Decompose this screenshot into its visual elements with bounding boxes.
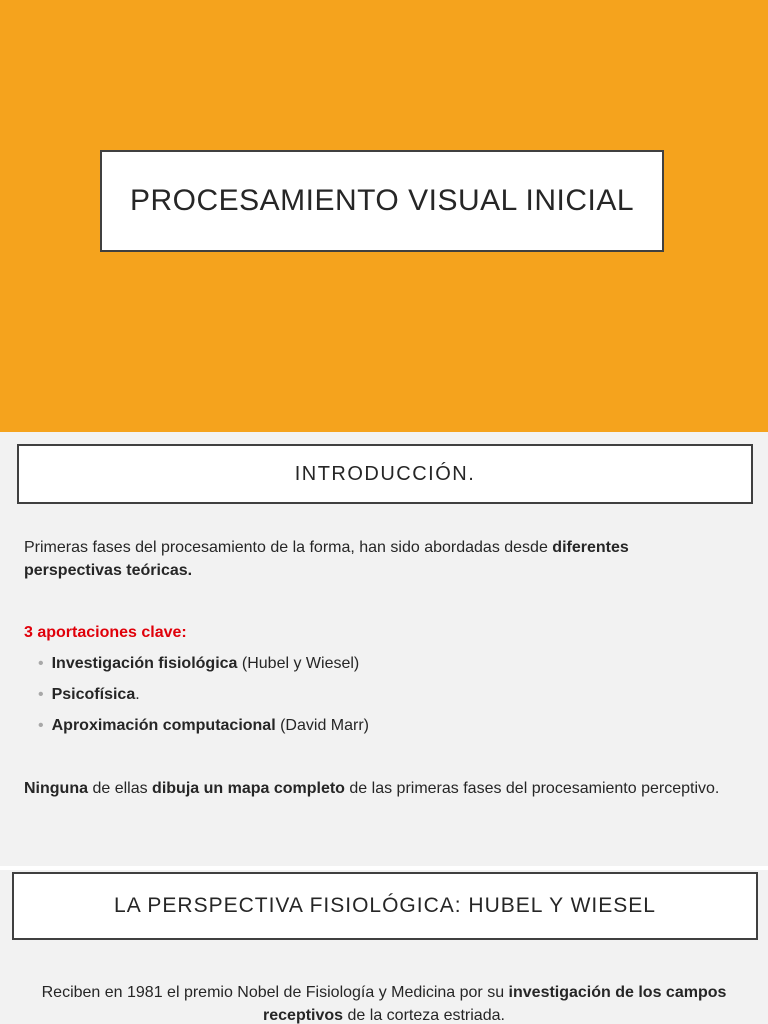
physiology-heading: LA PERSPECTIVA FISIOLÓGICA: HUBEL Y WIESEL: [114, 894, 656, 917]
contributions-list: [24, 652, 724, 745]
slide-title: PROCESAMIENTO VISUAL INICIAL: [129, 184, 635, 217]
conclusion-bold-1: Ninguna: [24, 780, 88, 797]
key-label-text: 3 aportaciones clave:: [24, 624, 187, 641]
title-slide: [0, 0, 768, 432]
physiology-text-2: de la corteza estriada.: [343, 1007, 505, 1024]
bullet-dot-icon: •: [38, 686, 44, 703]
physiology-slide: [0, 870, 768, 1024]
physiology-bold: investigación de los campos receptivos: [263, 984, 727, 1024]
physiology-heading-box: [12, 872, 758, 940]
list-item-bold: Aproximación computacional: [51, 717, 276, 734]
list-item: [24, 714, 724, 737]
physiology-text-1: Reciben en 1981 el premio Nobel de Fisiología y Medicina por su: [41, 984, 509, 1001]
conclusion-paragraph: [24, 777, 724, 800]
intro-bold: diferentes perspectivas teóricas.: [24, 539, 629, 579]
physiology-paragraph: [30, 981, 738, 1024]
list-item-text: (Hubel y Wiesel): [237, 655, 360, 672]
conclusion-text-1: de ellas: [88, 780, 153, 797]
bullet-dot-icon: •: [38, 717, 44, 734]
list-item: [24, 683, 724, 706]
intro-text: Primeras fases del procesamiento de la forma, han sido abordadas desde: [24, 539, 553, 556]
conclusion-bold-2: dibuja un mapa completo: [152, 780, 345, 797]
list-item-bold: Psicofísica: [51, 686, 136, 703]
intro-heading-box: [17, 444, 753, 504]
conclusion-text-2: de las primeras fases del procesamiento perceptivo.: [344, 780, 720, 797]
key-label: [24, 621, 724, 644]
list-item-bold: Investigación fisiológica: [51, 655, 238, 672]
intro-paragraph: [24, 536, 724, 582]
list-item: [24, 652, 724, 675]
intro-slide: [0, 432, 768, 866]
bullet-dot-icon: •: [38, 655, 44, 672]
list-item-text: .: [135, 686, 140, 703]
title-box: [100, 150, 664, 252]
list-item-text: (David Marr): [275, 717, 369, 734]
intro-heading: INTRODUCCIÓN.: [294, 462, 476, 485]
